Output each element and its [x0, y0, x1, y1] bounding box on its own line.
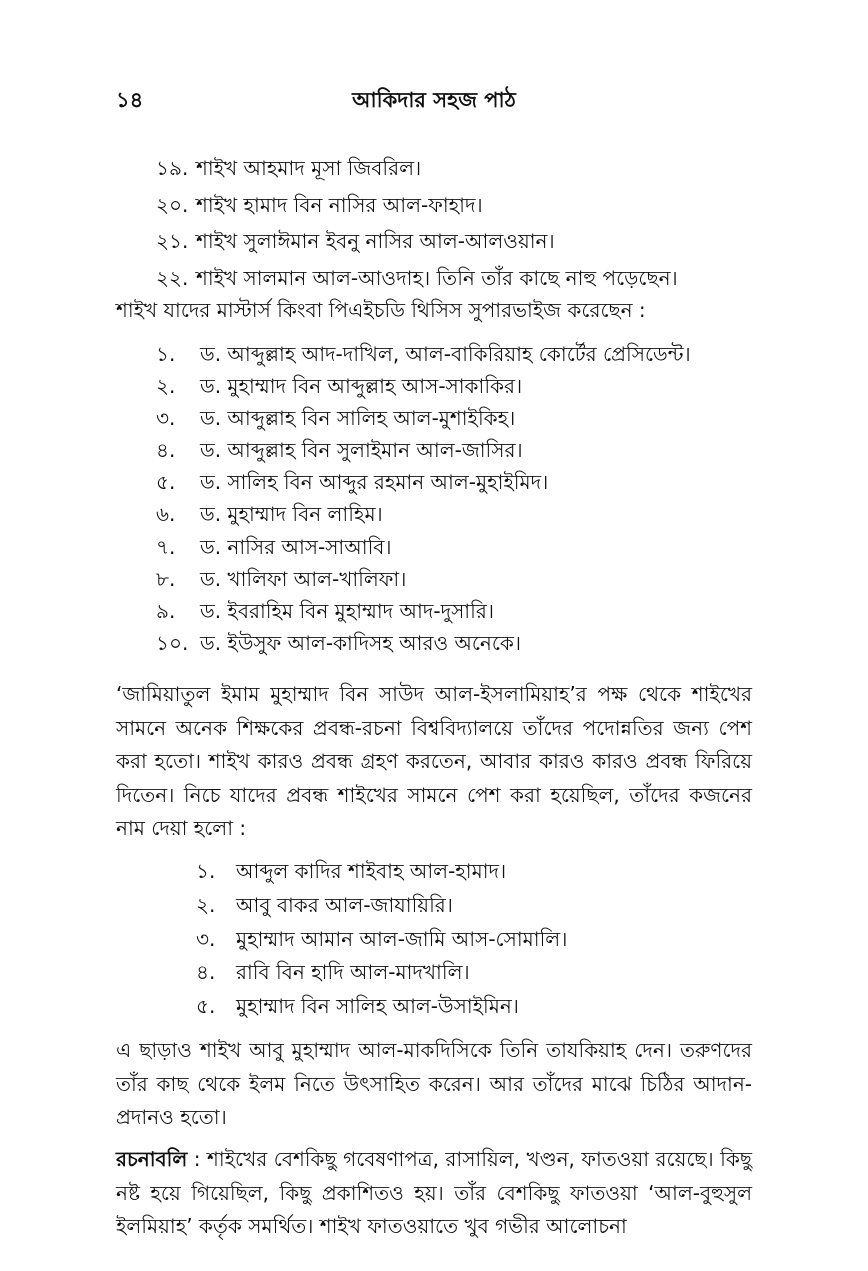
list-item — [156, 370, 776, 402]
list-item — [156, 187, 756, 224]
item-number: ১৯. — [156, 156, 189, 180]
item-number: ২. — [196, 892, 216, 917]
item-number: ৫. — [196, 994, 216, 1019]
item-number: ১০. — [156, 630, 189, 655]
item-text: শাইখ আহমাদ মূসা জিবরিল। — [196, 156, 422, 180]
list-item — [196, 855, 756, 889]
item-text: ড. ইউসুফ আল-কাদিসহ আরও অনেকে। — [200, 630, 522, 655]
item-number: ৪. — [196, 960, 216, 985]
list-item — [156, 223, 756, 260]
essays-list — [196, 855, 756, 1024]
promotion-paragraph: ‘জামিয়াতুল ইমাম মুহাম্মাদ বিন সাউদ আল-ইসলামিয়াহ’র পক্ষ থেকে শাইখের সামনে অনেক শিক্ষকের প্রবন্ধ-রচনা বিশ্ববিদ্যালয়ে তাঁদের পদোন্নতির জন্য পেশ করা হতো। শাইখ কারও প্রবন্ধ গ্রহণ করতেন, আবার কারও কারও প্রবন্ধ ফিরিয়ে দিতেন। নিচে যাদের প্রবন্ধ শাইখের সামনে পেশ করা হয়েছিল, তাঁদের কজনের নাম দেয়া হলো : — [116, 682, 752, 840]
item-text: ড. মুহাম্মাদ বিন আব্দুল্লাহ আস-সাকাকির। — [200, 374, 523, 399]
list-item — [156, 595, 776, 627]
running-head-title: আকিদার সহজ পাঠ — [352, 88, 516, 112]
item-text: শাইখ সালমান আল-আওদাহ। তিনি তাঁর কাছে নাহু পড়েছেন। — [196, 265, 678, 290]
works-paragraph — [116, 1143, 752, 1244]
students-list — [156, 150, 756, 296]
list-item — [196, 956, 756, 990]
item-text: ড. আব্দুল্লাহ আদ-দাখিল, আল-বাকিরিয়াহ কোর্টের প্রেসিডেন্ট। — [200, 342, 691, 366]
item-number: ৬. — [156, 502, 176, 527]
list-item — [156, 627, 776, 659]
item-text: শাইখ হামাদ বিন নাসির আল-ফাহাদ। — [196, 192, 483, 217]
item-number: ১. — [156, 342, 176, 366]
item-number: ২১. — [156, 229, 189, 253]
list-item — [196, 889, 756, 923]
item-text: ড. আব্দুল্লাহ বিন সুলাইমান আল-জাসির। — [200, 438, 523, 463]
list-item — [196, 923, 756, 957]
item-number: ৮. — [156, 566, 176, 591]
item-text: মুহাম্মাদ আমান আল-জামি আস-সোমালি। — [236, 926, 568, 951]
list-item — [196, 990, 756, 1024]
list-item — [156, 150, 756, 187]
list-item — [156, 531, 776, 563]
list-item — [156, 563, 776, 595]
item-number: ২২. — [156, 265, 189, 290]
item-text: রাবি বিন হাদি আল-মাদখালি। — [236, 960, 470, 985]
maqdisi-paragraph: এ ছাড়াও শাইখ আবু মুহাম্মাদ আল-মাকদিসিকে তিনি তাযকিয়াহ দেন। তরুণদের তাঁর কাছ থেকে ইলম নিতে উৎসাহিত করেন। আর তাঁদের মাঝে চিঠির আদান-প্রদানও হতো। — [116, 1038, 752, 1129]
item-text: মুহাম্মাদ বিন সালিহ আল-উসাইমিন। — [236, 994, 519, 1019]
item-text: ড. আব্দুল্লাহ বিন সালিহ আল-মুশাইকিহ। — [200, 406, 516, 431]
item-text: শাইখ সুলাঈমান ইবনু নাসির আল-আলওয়ান। — [196, 229, 555, 253]
item-text: ড. খালিফা আল-খালিফা। — [200, 566, 407, 591]
list-item — [156, 498, 776, 530]
item-number: ২. — [156, 374, 176, 399]
item-text: ড. সালিহ বিন আব্দুর রহমান আল-মুহাইমিদ। — [200, 470, 549, 495]
list-item — [156, 260, 756, 297]
supervised-list — [156, 338, 776, 659]
list-item — [156, 402, 776, 434]
item-text: ড. মুহাম্মাদ বিন লাহিম। — [200, 502, 383, 527]
item-number: ৩. — [156, 406, 176, 431]
item-number: ৪. — [156, 438, 176, 463]
item-number: ৯. — [156, 598, 176, 623]
item-number: ১. — [196, 859, 216, 883]
works-separator: : — [187, 1147, 208, 1171]
item-number: ৫. — [156, 470, 176, 495]
list-item — [156, 338, 776, 370]
item-number: ২০. — [156, 192, 189, 217]
item-number: ৭. — [156, 534, 176, 559]
item-text: ড. ইবরাহিম বিন মুহাম্মাদ আদ-দুসারি। — [200, 598, 494, 623]
item-text: ড. নাসির আস-সাআবি। — [200, 534, 392, 559]
works-text: শাইখের বেশকিছু গবেষণাপত্র, রাসায়িল, খণ্ডন, ফাতওয়া রয়েছে। কিছু নষ্ট হয়ে গিয়েছিল, কিছু প্রকাশিতও হয়। তাঁর বেশকিছু ফাতওয়া ‘আল-বুহুসুল ইলমিয়াহ’ কর্তৃক সমর্থিত। শাইখ ফাতওয়াতে খুব গভীর আলোচনা — [116, 1147, 752, 1238]
works-label: রচনাবলি — [116, 1147, 188, 1171]
supervised-intro: শাইখ যাদের মাস্টার্স কিংবা পিএইচডি থিসিস সুপারভাইজ করেছেন : — [116, 298, 646, 322]
item-number: ৩. — [196, 926, 216, 951]
page-number: ১৪ — [116, 88, 144, 112]
list-item — [156, 466, 776, 498]
item-text: আব্দুল কাদির শাইবাহ আল-হামাদ। — [236, 859, 507, 883]
list-item — [156, 434, 776, 466]
item-text: আবু বাকর আল-জাযায়িরি। — [236, 892, 453, 917]
